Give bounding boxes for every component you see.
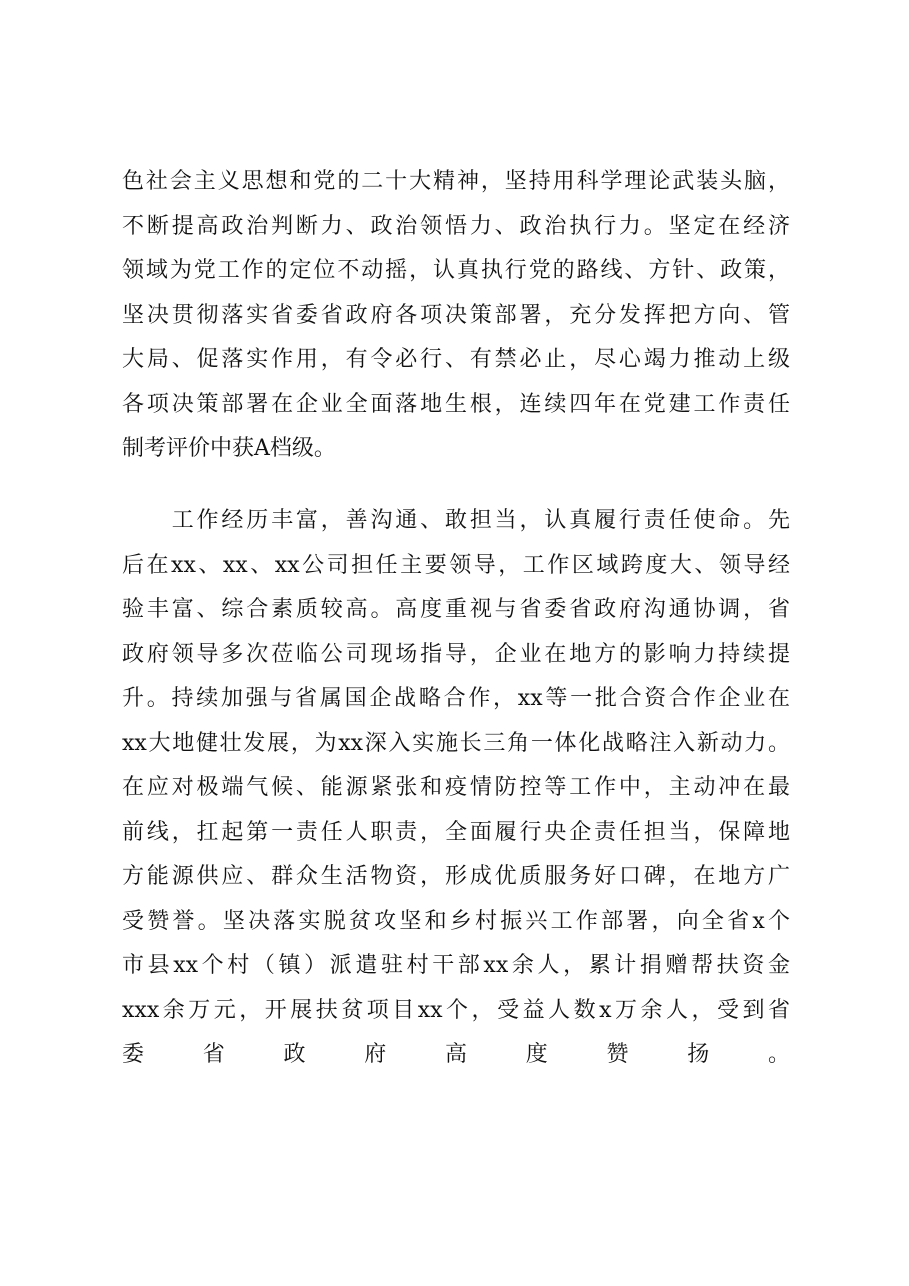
paragraph-line: 市县xx个村（镇）派遣驻村干部xx余人，累计捐赠帮扶资金 — [122, 953, 790, 978]
paragraph-line: 前线，扛起第一责任人职责，全面履行央企责任担当，保障地 — [122, 819, 790, 845]
paragraph-1 — [122, 160, 790, 472]
paragraph-line: 不断提高政治判断力、政治领悟力、政治执行力。坚定在经济 — [122, 213, 790, 239]
paragraph-line: 政府领导多次莅临公司现场指导，企业在地方的影响力持续提 — [122, 641, 790, 667]
paragraph-line: 在应对极端气候、能源紧张和疫情防控等工作中，主动冲在最 — [122, 775, 790, 800]
paragraph-line: 色社会主义思想和党的二十大精神，坚持用科学理论武装头脑， — [122, 169, 790, 194]
paragraph-line — [122, 1078, 790, 1123]
paragraph-2 — [122, 499, 790, 1122]
paragraph-line: 制考评价中获A档级。 — [122, 436, 336, 461]
paragraph-line: 方能源供应、群众生活物资，形成优质服务好口碑，在地方广 — [122, 864, 790, 889]
paragraph-line: 大局、促落实作用，有令必行、有禁必止，尽心竭力推动上级 — [122, 347, 790, 372]
paragraph-line: 验丰富、综合素质较高。高度重视与省委省政府沟通协调，省 — [122, 597, 790, 622]
paragraph-line: 后在xx、xx、xx公司担任主要领导，工作区域跨度大、领导经 — [122, 552, 790, 578]
paragraph-line: xxx余万元，开展扶贫项目xx个，受益人数x万余人，受到省 — [122, 997, 790, 1023]
paragraph-line: 委省政府高度赞扬。 — [122, 1042, 790, 1067]
paragraph-line: xx大地健壮发展，为xx深入实施长三角一体化战略注入新动力。 — [122, 730, 790, 756]
paragraph-line: 升。持续加强与省属国企战略合作，xx等一批合资合作企业在 — [122, 686, 790, 711]
paragraph-line: 坚决贯彻落实省委省政府各项决策部署，充分发挥把方向、管 — [122, 302, 790, 328]
paragraph-line: 工作经历丰富，善沟通、敢担当，认真履行责任使命。先 — [122, 508, 790, 533]
paragraph-line: 领域为党工作的定位不动摇，认真执行党的路线、方针、政策， — [122, 258, 790, 283]
paragraph-line: 各项决策部署在企业全面落地生根，连续四年在党建工作责任 — [122, 391, 790, 417]
paragraph-line: 受赞誉。坚决落实脱贫攻坚和乡村振兴工作部署，向全省x个 — [122, 908, 790, 934]
